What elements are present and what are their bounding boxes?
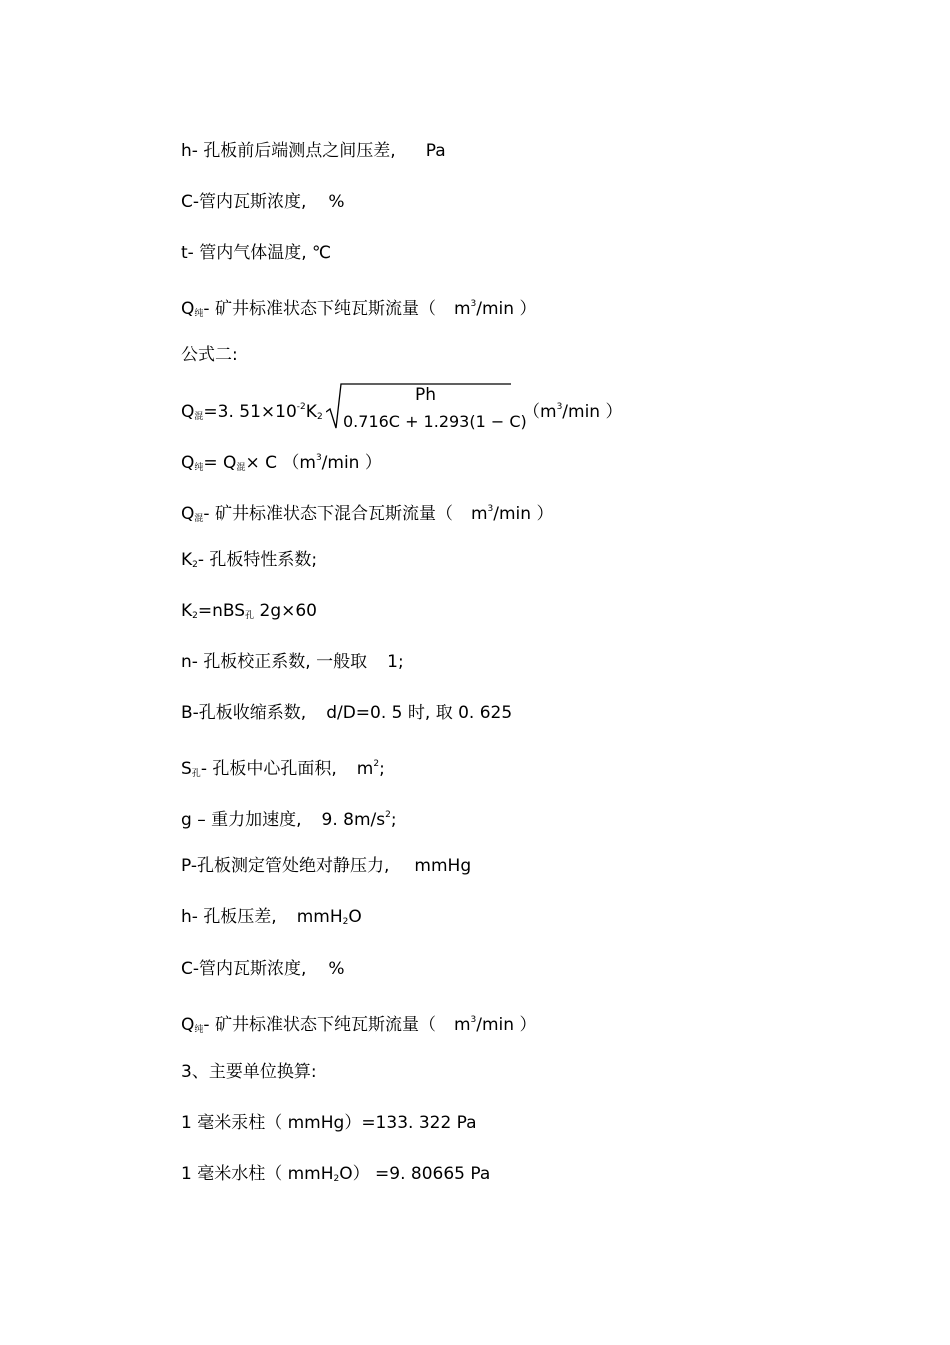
definition-n-correction [181, 651, 404, 673]
definition-c-concentration-2 [181, 958, 345, 980]
symbol-k: K [305, 402, 317, 422]
definition-h-pressure-diff [181, 140, 446, 162]
definition-text: P-孔板测定管处绝对静压力, [181, 856, 390, 876]
definition-t-temperature [181, 242, 331, 264]
definition-text: h- 孔板前后端测点之间压差, [181, 141, 396, 161]
definition-text: - 矿井标准状态下混合瓦斯流量（ [203, 504, 453, 524]
definition-g-gravity [181, 804, 397, 831]
unit-text: /min ） [493, 504, 554, 524]
unit-superscript: 3 [315, 453, 322, 463]
unit-text: ; [379, 759, 385, 779]
unit-text: % [328, 959, 345, 979]
conversion-text: 1 毫米水柱（ mmH [181, 1164, 334, 1184]
symbol-s: S [181, 759, 192, 779]
definition-h-plate-pressure [181, 906, 362, 933]
definition-text: n- 孔板校正系数, 一般取 [181, 652, 368, 672]
symbol-subscript: 纯 [194, 1025, 204, 1035]
definition-text: C-管内瓦斯浓度, [181, 192, 307, 212]
symbol-q: Q [181, 1015, 195, 1035]
unit-text: m [356, 759, 374, 779]
definition-text: - 矿井标准状态下纯瓦斯流量（ [203, 1015, 436, 1035]
unit-text: Pa [425, 141, 446, 161]
formula-k2 [181, 600, 317, 627]
definition-text: h- 孔板压差, [181, 907, 277, 927]
symbol-subscript: 混 [194, 412, 204, 422]
symbol-subscript: 孔 [245, 611, 255, 621]
definition-q-pure-flow [181, 293, 536, 325]
unit-text: m [453, 299, 471, 319]
section-heading-formula-two [181, 344, 238, 366]
definition-c-concentration [181, 191, 345, 213]
symbol-k-subscript: 2 [316, 412, 323, 422]
exponent-text: -2 [296, 402, 306, 412]
numerator-text: Ph [415, 385, 437, 405]
unit-text: O [348, 907, 362, 927]
symbol-subscript: 混 [194, 514, 204, 524]
definition-s-hole-area [181, 753, 385, 785]
formula-text: = Q [203, 453, 237, 473]
unit-text: mmH [296, 907, 343, 927]
unit-subscript: 2 [342, 917, 349, 927]
formula-pure-flow [181, 447, 382, 479]
symbol-subscript: 纯 [194, 463, 204, 473]
unit-text: m [470, 504, 488, 524]
symbol-subscript: 纯 [194, 309, 204, 319]
unit-text: mmHg [414, 856, 472, 876]
definition-text: B-孔板收缩系数, [181, 703, 307, 723]
denominator-text: 0.716C + 1.293(1 − C) [343, 412, 527, 431]
unit-text: m [453, 1015, 471, 1035]
section-heading-unit-conversion [181, 1061, 317, 1083]
unit-superscript: 2 [373, 759, 380, 769]
definition-q-pure-flow-2 [181, 1009, 536, 1041]
definition-text: g – 重力加速度, [181, 810, 302, 830]
unit-text: /min ） [476, 299, 537, 319]
symbol-subscript: 孔 [191, 769, 201, 779]
unit-text: /min ） [476, 1015, 537, 1035]
value-text: 1; [387, 652, 404, 672]
definition-text: - 孔板中心孔面积, [200, 759, 337, 779]
formula-text: =nBS [197, 601, 246, 621]
unit-text: /min ） [562, 402, 623, 422]
unit-superscript: 3 [470, 1015, 477, 1025]
symbol-subscript: 混 [236, 463, 246, 473]
definition-k2-coefficient [181, 549, 317, 576]
symbol-q: Q [181, 402, 195, 422]
symbol-q: Q [181, 504, 195, 524]
value-text: 9. 8m/s [321, 810, 386, 830]
conversion-mmhg [181, 1112, 477, 1134]
unit-superscript: 2 [385, 810, 391, 820]
symbol-k: K [181, 601, 193, 621]
definition-q-mixed-flow [181, 498, 553, 530]
formula-unit [523, 396, 623, 423]
symbol-k: K [181, 550, 193, 570]
definition-text: t- 管内气体温度, ℃ [181, 243, 332, 263]
symbol-k-subscript: 2 [192, 560, 198, 570]
formula-text: 2g×60 [254, 601, 317, 621]
unit-superscript: 3 [470, 299, 477, 309]
unit-text: % [328, 192, 345, 212]
conversion-text: O） =9. 80665 Pa [339, 1164, 491, 1184]
formula-left [181, 396, 323, 428]
unit-text: /min ） [321, 453, 382, 473]
conversion-text: 1 毫米汞柱（ mmHg）=133. 322 Pa [181, 1113, 477, 1133]
definition-b-contraction [181, 702, 512, 724]
unit-text: （m [523, 402, 557, 422]
unit-text: ; [390, 810, 397, 830]
heading-text: 公式二: [181, 345, 238, 365]
definition-text: - 孔板特性系数; [197, 550, 318, 570]
definition-text: - 矿井标准状态下纯瓦斯流量（ [203, 299, 436, 319]
unit-subscript: 2 [333, 1174, 340, 1184]
unit-superscript: 3 [556, 402, 563, 412]
definition-text: C-管内瓦斯浓度, [181, 959, 307, 979]
symbol-q: Q [181, 453, 195, 473]
formula-text: × C （m [245, 453, 316, 473]
unit-superscript: 3 [487, 504, 494, 514]
coefficient-text: =3. 51×10 [203, 402, 297, 422]
value-text: d/D=0. 5 时, 取 0. 625 [326, 703, 513, 723]
conversion-mmh2o [181, 1163, 490, 1190]
heading-text: 3、主要单位换算: [181, 1062, 317, 1082]
formula-mixed-flow [181, 382, 623, 434]
symbol-k-subscript: 2 [192, 611, 198, 621]
definition-p-static-pressure [181, 855, 471, 877]
symbol-q: Q [181, 299, 195, 319]
